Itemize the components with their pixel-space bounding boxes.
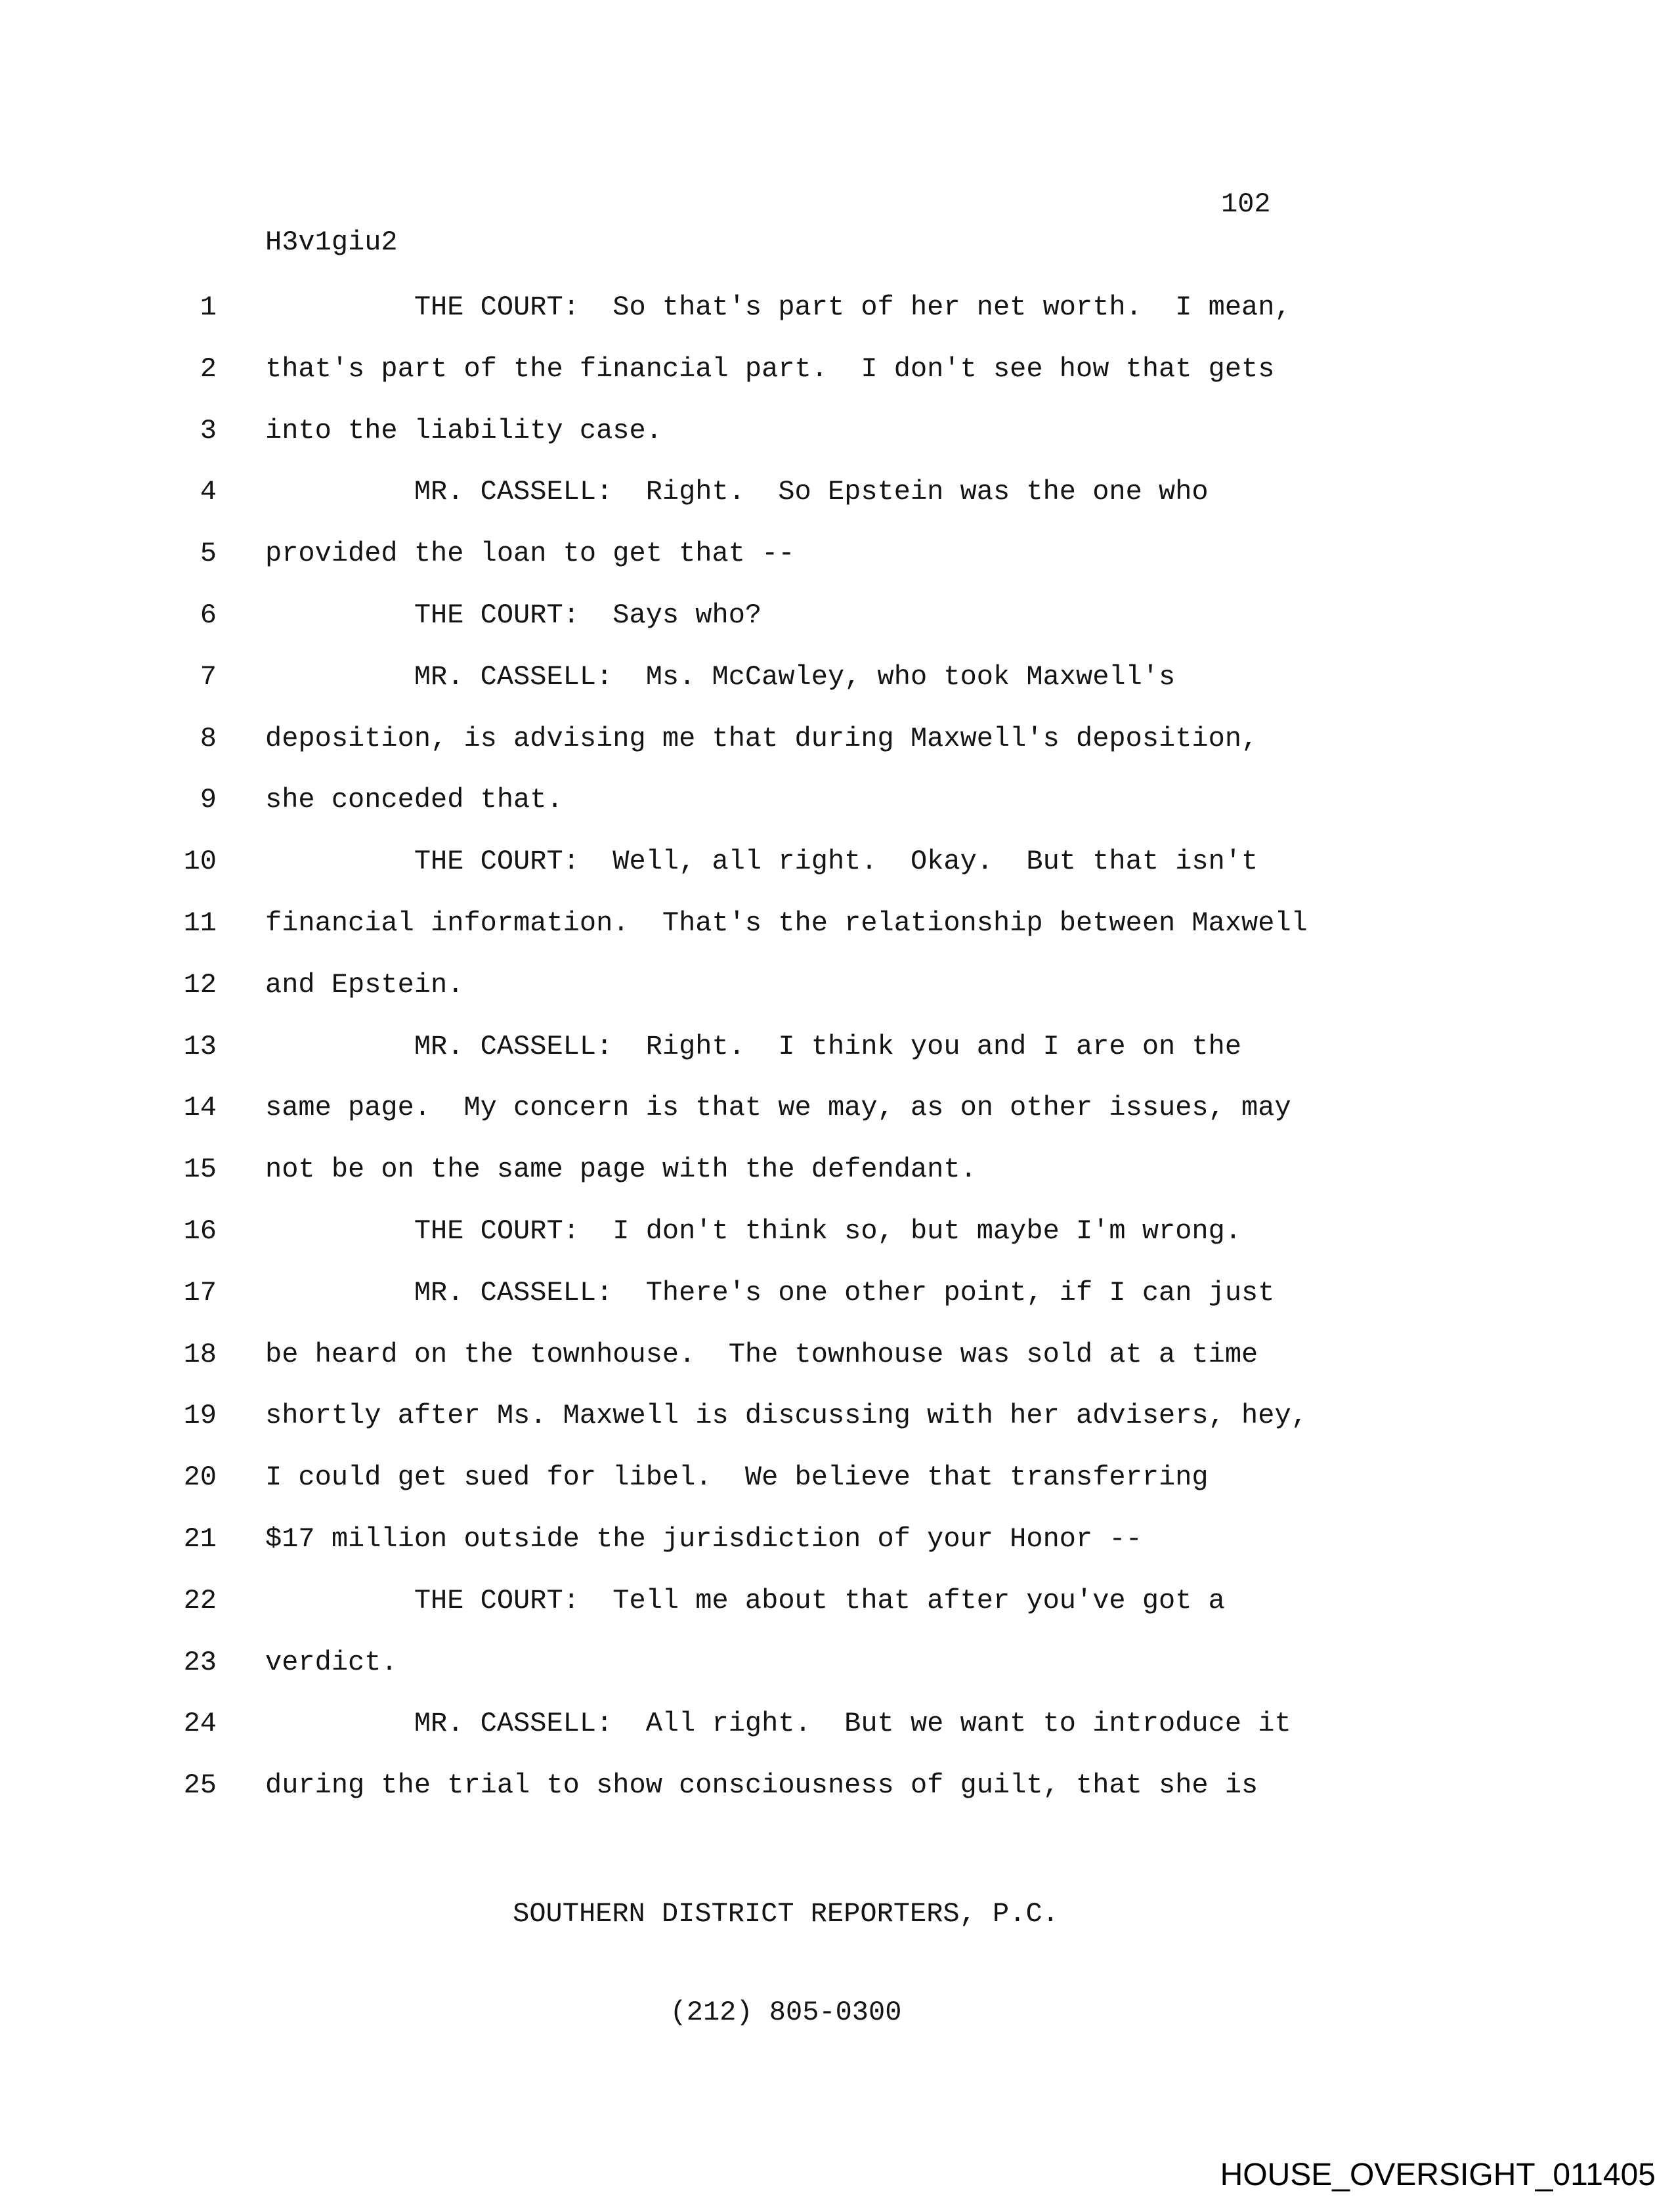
- reporter-footer: [265, 1832, 1306, 2094]
- line-text: verdict.: [265, 1646, 398, 1678]
- transcript-line: [0, 720, 1674, 782]
- transcript-line: [0, 1397, 1674, 1459]
- line-text: THE COURT: I don't think so, but maybe I'm wrong.: [265, 1215, 1242, 1247]
- transcript-line: [0, 781, 1674, 843]
- line-text: same page. My concern is that we may, as on other issues, may: [265, 1092, 1291, 1124]
- line-number: 9: [200, 784, 217, 816]
- line-text: MR. CASSELL: Right. So Epstein was the one who: [265, 476, 1209, 508]
- line-number: 18: [183, 1338, 217, 1370]
- line-text: I could get sued for libel. We believe that transferring: [265, 1462, 1209, 1494]
- line-text: $17 million outside the jurisdiction of your Honor --: [265, 1523, 1142, 1555]
- reporter-phone: (212) 805-0300: [670, 1997, 902, 2028]
- line-number: 17: [183, 1276, 217, 1309]
- line-number: 20: [183, 1462, 217, 1494]
- transcript-line: [0, 1151, 1674, 1213]
- line-text: MR. CASSELL: Right. I think you and I are on the: [265, 1030, 1242, 1062]
- transcript-line: [0, 1644, 1674, 1706]
- line-text: financial information. That's the relationship between Maxwell: [265, 907, 1308, 939]
- transcript-line: [0, 905, 1674, 966]
- line-text: MR. CASSELL: All right. But we want to introduce it: [265, 1708, 1291, 1740]
- line-text: be heard on the townhouse. The townhouse was sold at a time: [265, 1338, 1258, 1370]
- line-text: THE COURT: Tell me about that after you've got a: [265, 1584, 1225, 1616]
- transcript-line: [0, 473, 1674, 535]
- transcript-line: [0, 1028, 1674, 1090]
- transcript-line: [0, 412, 1674, 474]
- transcript-line: [0, 843, 1674, 905]
- transcript-line: [0, 1213, 1674, 1274]
- line-number: 11: [183, 907, 217, 939]
- line-text: provided the loan to get that --: [265, 538, 795, 570]
- line-number: 1: [200, 292, 217, 323]
- line-number: 23: [183, 1646, 217, 1678]
- transcript-line: [0, 1767, 1674, 1829]
- line-number: 3: [200, 414, 217, 446]
- line-text: MR. CASSELL: There's one other point, if I can just: [265, 1276, 1275, 1309]
- transcript-line: [0, 1521, 1674, 1582]
- line-text: she conceded that.: [265, 784, 563, 816]
- line-text: THE COURT: Well, all right. Okay. But that isn't: [265, 846, 1258, 878]
- transcript-line: [0, 659, 1674, 720]
- line-text: shortly after Ms. Maxwell is discussing with her advisers, hey,: [265, 1400, 1308, 1432]
- line-number: 19: [183, 1400, 217, 1432]
- line-text: THE COURT: So that's part of her net worth. I mean,: [265, 292, 1291, 323]
- line-number: 16: [183, 1215, 217, 1247]
- line-number: 25: [183, 1769, 217, 1802]
- line-number: 14: [183, 1092, 217, 1124]
- line-text: MR. CASSELL: Ms. McCawley, who took Maxwell's: [265, 661, 1176, 693]
- line-text: and Epstein.: [265, 968, 464, 1001]
- transcript-line: [0, 1582, 1674, 1644]
- transcript-line: [0, 1705, 1674, 1767]
- transcript-line: [0, 535, 1674, 597]
- transcript-line: [0, 1336, 1674, 1398]
- line-number: 12: [183, 968, 217, 1001]
- transcript-body: [0, 289, 1674, 1829]
- line-text: not be on the same page with the defendant.: [265, 1154, 977, 1186]
- transcript-line: [0, 597, 1674, 659]
- transcript-line: [0, 966, 1674, 1028]
- line-number: 10: [183, 846, 217, 878]
- transcript-line: [0, 289, 1674, 351]
- line-number: 24: [183, 1708, 217, 1740]
- transcript-line: [0, 1459, 1674, 1521]
- line-number: 7: [200, 661, 217, 693]
- line-text: THE COURT: Says who?: [265, 599, 762, 631]
- line-number: 15: [183, 1154, 217, 1186]
- line-text: that's part of the financial part. I don't see how that gets: [265, 353, 1275, 385]
- line-number: 13: [183, 1030, 217, 1062]
- transcript-line: [0, 1089, 1674, 1151]
- transcript-line: [0, 1274, 1674, 1336]
- line-number: 8: [200, 722, 217, 754]
- reporter-name: SOUTHERN DISTRICT REPORTERS, P.C.: [513, 1898, 1059, 1930]
- line-text: deposition, is advising me that during Maxwell's deposition,: [265, 722, 1258, 754]
- transcript-line: [0, 351, 1674, 412]
- bates-stamp: HOUSE_OVERSIGHT_011405: [1220, 2158, 1656, 2192]
- line-number: 2: [200, 353, 217, 385]
- line-text: during the trial to show consciousness of guilt, that she is: [265, 1769, 1258, 1802]
- line-number: 21: [183, 1523, 217, 1555]
- line-text: into the liability case.: [265, 414, 662, 446]
- line-number: 6: [200, 599, 217, 631]
- transcript-session-id: H3v1giu2: [265, 227, 398, 258]
- page-number: 102: [1221, 188, 1271, 220]
- line-number: 4: [200, 476, 217, 508]
- line-number: 22: [183, 1584, 217, 1616]
- line-number: 5: [200, 538, 217, 570]
